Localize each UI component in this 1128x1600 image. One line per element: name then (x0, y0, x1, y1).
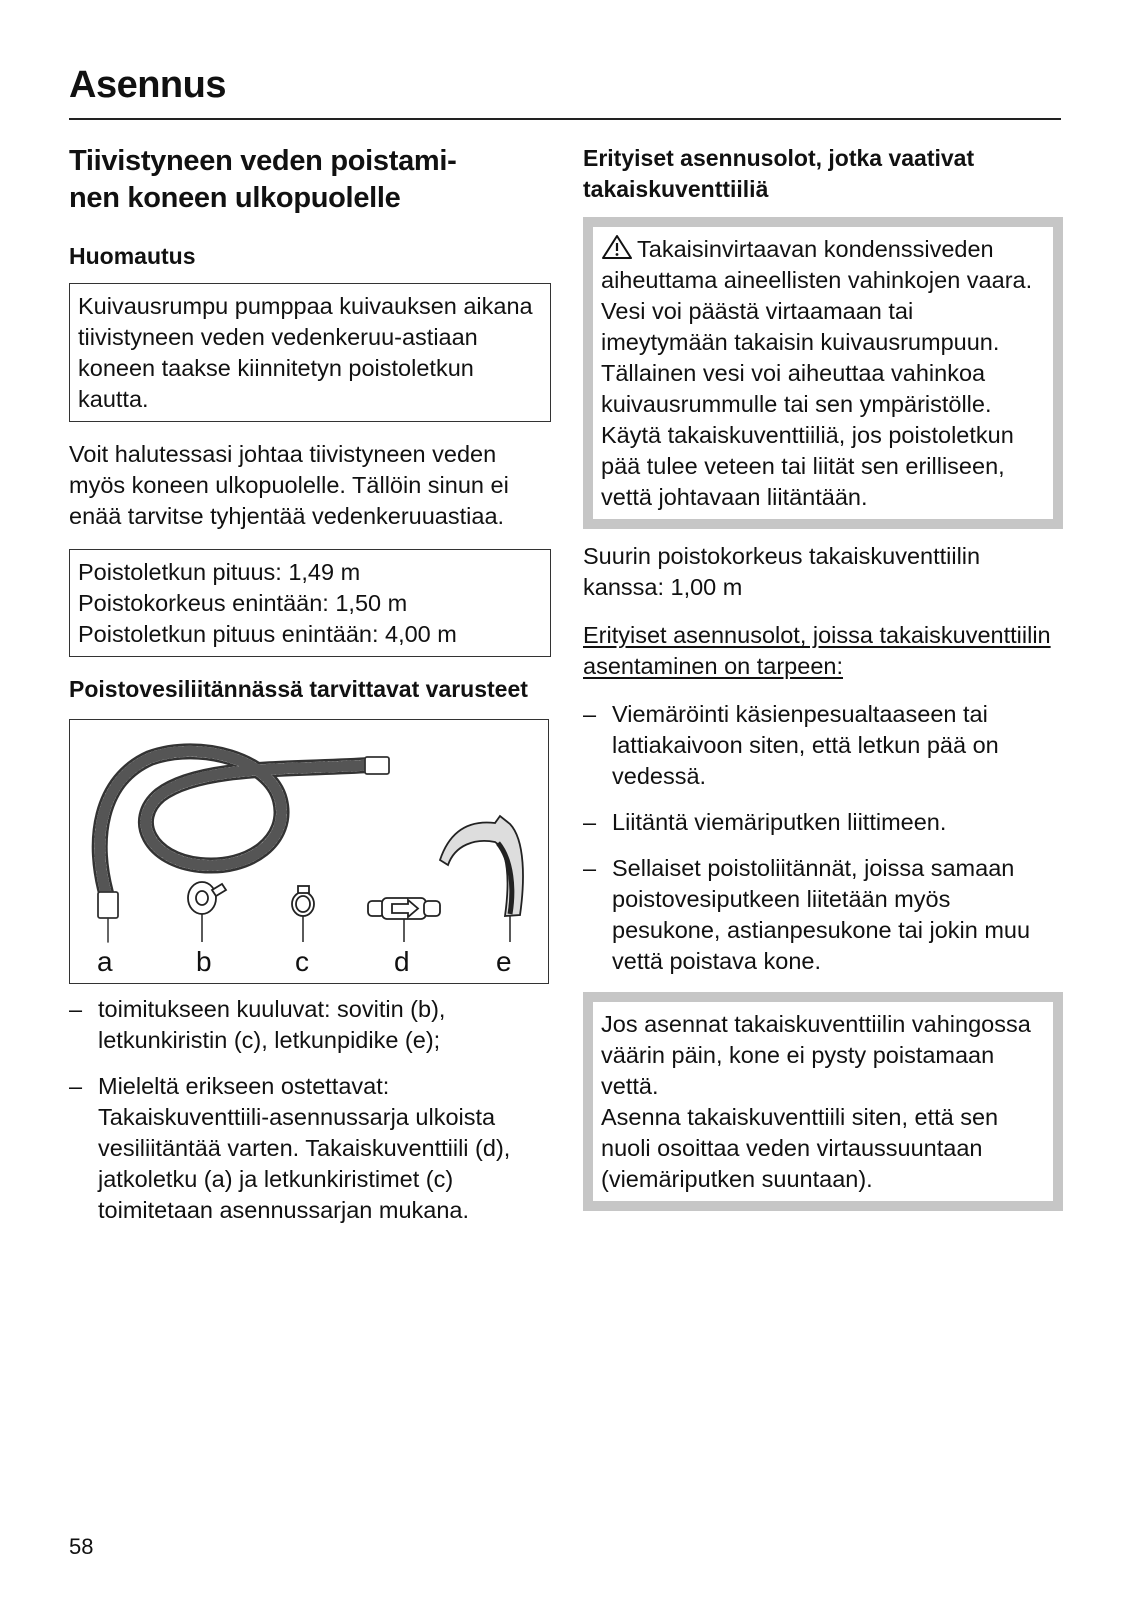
accessories-list (69, 994, 551, 1226)
note-box (69, 283, 551, 422)
list-item-text: Sellaiset poistoliitännät, joissa samaan poistovesiputkeen liitetään myös pesukone, astianpesukone tai jokin muu vettä poistava kone. (612, 855, 1031, 974)
warning-line: Vesi voi päästä virtaamaan tai imeytymään takaisin kuivausrumpuun. Tällainen vesi voi aiheuttaa vahinkoa kuivausrummulle tai sen ympäristölle. (601, 298, 1000, 417)
list-item (583, 699, 1063, 792)
list-item-text: Liitäntä viemäriputken liittimeen. (612, 809, 947, 835)
figure-label-e: e (496, 946, 512, 977)
conditions-list (583, 699, 1063, 977)
right-heading: Erityiset asennusolot, jotka vaativat takaiskuventtiiliä (583, 145, 975, 202)
list-item (583, 807, 1063, 838)
hose-icon (98, 751, 389, 942)
left-column (69, 143, 551, 1241)
title-divider (69, 118, 1061, 120)
figure-label-d: d (394, 946, 410, 977)
list-item-text: toimitukseen kuuluvat: sovitin (b), letkunkiristin (c), letkunpidike (e); (98, 996, 446, 1053)
page-title: Asennus (69, 64, 226, 106)
warning-triangle-icon (601, 234, 633, 260)
list-item-text: Mieleltä erikseen ostettavat: Takaiskuventtiili-asennussarja ulkoista vesiliitäntää varten. Takaiskuventtiili (d), jatkoletku (a) ja letkunkiristimet (c) toimitetaan asennussarjan mukana. (98, 1073, 511, 1223)
figure-label-a: a (97, 946, 113, 977)
list-item (69, 994, 551, 1056)
note-text: Kuivausrumpu pumppaa kuivauksen aikana tiivistyneen veden vedenkeruu-astiaan koneen taakse kiinnitetyn poistoletkun kautta. (78, 293, 533, 412)
warning-line: Käytä takaiskuventtiiliä, jos poistoletkun pää tulee veteen tai liität sen erilliseen, vettä johtavaan liitäntään. (601, 422, 1014, 510)
list-dash: – (583, 701, 597, 727)
warning-box (583, 217, 1063, 529)
hose-holder-icon (440, 816, 523, 942)
max-height-text: Suurin poistokorkeus takaiskuventtiilin kanssa: 1,00 m (583, 543, 981, 600)
right-column (583, 143, 1063, 1223)
list-dash: – (69, 996, 83, 1022)
accessories-figure (69, 719, 549, 984)
note-heading: Huomautus (69, 243, 196, 269)
figure-label-b: b (196, 946, 212, 977)
list-dash: – (69, 1073, 83, 1099)
intro-text: Voit halutessasi johtaa tiivistyneen veden myös koneen ulkopuolelle. Tällöin sinun ei enää tarvitse tyhjentää vedenkeruuastiaa. (69, 441, 509, 529)
spec-max-height: Poistokorkeus enintään: 1,50 m (78, 590, 408, 616)
caution-box (583, 992, 1063, 1211)
caution-line: Asenna takaiskuventtiili siten, että sen nuoli osoittaa veden virtaussuuntaan (viemäriputken suuntaan). (601, 1104, 999, 1192)
spec-hose-length: Poistoletkun pituus: 1,49 m (78, 559, 361, 585)
section-heading: Tiivistyneen veden poistami- nen koneen ulkopuolelle (69, 145, 457, 214)
conditions-heading: Erityiset asennusolot, joissa takaiskuventtiilin asentaminen on tarpeen: (583, 622, 1051, 679)
page-number: 58 (69, 1534, 94, 1559)
specs-box (69, 549, 551, 657)
list-item (69, 1071, 551, 1226)
list-item-text: Viemäröinti käsienpesualtaaseen tai lattiakaivoon siten, että letkun pää on vedessä. (612, 701, 999, 789)
adapter-icon (188, 882, 226, 942)
list-item (583, 853, 1063, 977)
hose-clamp-icon (292, 886, 314, 942)
list-dash: – (583, 855, 597, 881)
warning-text: Takaisinvirtaavan kondenssiveden aiheuttama aineellisten vahinkojen vaara. (601, 236, 1033, 293)
accessories-illustration (70, 720, 548, 982)
list-dash: – (583, 809, 597, 835)
accessories-heading: Poistovesiliitännässä tarvittavat varusteet (69, 676, 528, 702)
spec-max-length: Poistoletkun pituus enintään: 4,00 m (78, 621, 457, 647)
check-valve-icon (368, 898, 440, 942)
figure-label-c: c (295, 946, 309, 977)
warning-line (601, 234, 1045, 296)
caution-line: Jos asennat takaiskuventtiilin vahingossa väärin päin, kone ei pysty poistamaan vettä. (601, 1011, 1031, 1099)
